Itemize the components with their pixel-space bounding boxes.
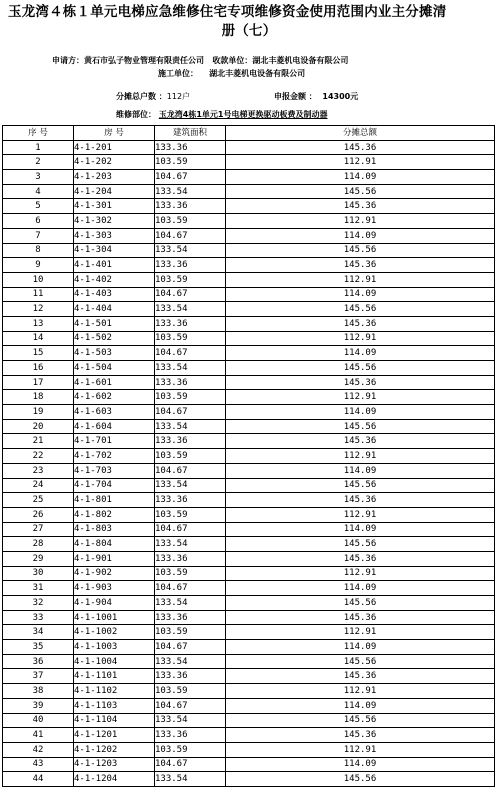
cell-share: 112.91 — [226, 684, 495, 699]
cell-area: 133.54 — [155, 772, 226, 787]
table-row — [3, 243, 495, 258]
cell-seq: 40 — [3, 713, 74, 728]
cell-share: 112.91 — [226, 742, 495, 757]
cell-room: 4-1-901 — [74, 551, 155, 566]
cell-seq: 3 — [3, 170, 74, 185]
table-row — [3, 170, 495, 185]
cell-seq: 22 — [3, 449, 74, 464]
cell-area: 103.59 — [155, 331, 226, 346]
cell-area: 104.67 — [155, 405, 226, 420]
cell-seq: 39 — [3, 698, 74, 713]
cell-seq: 15 — [3, 346, 74, 361]
cell-room: 4-1-804 — [74, 537, 155, 552]
table-row — [3, 434, 495, 449]
cell-area: 104.67 — [155, 463, 226, 478]
cell-share: 145.56 — [226, 361, 495, 376]
cell-share: 114.09 — [226, 640, 495, 655]
cell-area: 133.36 — [155, 728, 226, 743]
header-room: 房 号 — [74, 126, 155, 141]
table-row — [3, 390, 495, 405]
cell-seq: 16 — [3, 361, 74, 376]
cell-seq: 37 — [3, 669, 74, 684]
cell-share: 145.36 — [226, 669, 495, 684]
cell-seq: 33 — [3, 610, 74, 625]
cell-area: 104.67 — [155, 346, 226, 361]
table-row — [3, 625, 495, 640]
repair-line — [116, 109, 328, 120]
cell-share: 114.09 — [226, 522, 495, 537]
cell-room: 4-1-803 — [74, 522, 155, 537]
cell-area: 133.54 — [155, 419, 226, 434]
cell-area: 103.59 — [155, 742, 226, 757]
cell-seq: 30 — [3, 566, 74, 581]
cell-seq: 24 — [3, 478, 74, 493]
table-row — [3, 375, 495, 390]
repair-label: 维修部位： — [116, 110, 156, 119]
cell-area: 133.54 — [155, 654, 226, 669]
cell-room: 4-1-604 — [74, 419, 155, 434]
cell-seq: 28 — [3, 537, 74, 552]
cell-room: 4-1-301 — [74, 199, 155, 214]
cell-share: 114.09 — [226, 346, 495, 361]
cell-share: 145.56 — [226, 302, 495, 317]
cell-seq: 1 — [3, 140, 74, 155]
cell-seq: 21 — [3, 434, 74, 449]
cell-room: 4-1-801 — [74, 493, 155, 508]
cell-share: 145.36 — [226, 551, 495, 566]
cell-seq: 29 — [3, 551, 74, 566]
cell-seq: 41 — [3, 728, 74, 743]
table-row — [3, 199, 495, 214]
cell-area: 133.36 — [155, 140, 226, 155]
cell-room: 4-1-1104 — [74, 713, 155, 728]
cell-seq: 23 — [3, 463, 74, 478]
cell-room: 4-1-1201 — [74, 728, 155, 743]
cell-room: 4-1-603 — [74, 405, 155, 420]
cell-seq: 27 — [3, 522, 74, 537]
cell-area: 133.54 — [155, 243, 226, 258]
table-row — [3, 184, 495, 199]
table-row — [3, 684, 495, 699]
cell-share: 112.91 — [226, 214, 495, 229]
table-row — [3, 316, 495, 331]
repair-value: 玉龙湾4栋1单元1号电梯更换驱动板费及制动器 — [158, 110, 328, 119]
cell-room: 4-1-704 — [74, 478, 155, 493]
table-row — [3, 228, 495, 243]
cell-share: 145.56 — [226, 654, 495, 669]
cell-seq: 43 — [3, 757, 74, 772]
contractor-value: 湖北丰菱机电设备有限公司 — [209, 69, 306, 78]
table-header — [3, 126, 495, 141]
cell-room: 4-1-202 — [74, 155, 155, 170]
cell-area: 104.67 — [155, 170, 226, 185]
table-row — [3, 478, 495, 493]
cell-room: 4-1-502 — [74, 331, 155, 346]
cell-seq: 2 — [3, 155, 74, 170]
cell-share: 145.56 — [226, 243, 495, 258]
cell-room: 4-1-1102 — [74, 684, 155, 699]
cell-room: 4-1-504 — [74, 361, 155, 376]
cell-room: 4-1-401 — [74, 258, 155, 273]
cell-room: 4-1-503 — [74, 346, 155, 361]
cell-area: 133.54 — [155, 713, 226, 728]
cell-room: 4-1-1003 — [74, 640, 155, 655]
cell-seq: 12 — [3, 302, 74, 317]
cell-room: 4-1-701 — [74, 434, 155, 449]
cell-room: 4-1-1103 — [74, 698, 155, 713]
households-value: 112户 — [166, 92, 191, 101]
cell-area: 133.36 — [155, 551, 226, 566]
households-label: 分摊总户数 ： — [116, 92, 167, 101]
cell-share: 145.56 — [226, 772, 495, 787]
cell-seq: 14 — [3, 331, 74, 346]
cell-seq: 38 — [3, 684, 74, 699]
table-row — [3, 742, 495, 757]
amount-line — [274, 91, 358, 102]
cell-share: 145.56 — [226, 478, 495, 493]
cell-room: 4-1-1202 — [74, 742, 155, 757]
cell-area: 133.36 — [155, 434, 226, 449]
cell-area: 103.59 — [155, 449, 226, 464]
header-seq: 序 号 — [3, 126, 74, 141]
cell-room: 4-1-1203 — [74, 757, 155, 772]
cell-seq: 17 — [3, 375, 74, 390]
table-row — [3, 493, 495, 508]
cell-area: 133.54 — [155, 537, 226, 552]
cell-area: 103.59 — [155, 272, 226, 287]
cell-area: 133.54 — [155, 184, 226, 199]
cell-share: 114.09 — [226, 170, 495, 185]
cell-seq: 31 — [3, 581, 74, 596]
table-row — [3, 463, 495, 478]
cell-seq: 9 — [3, 258, 74, 273]
households-line — [116, 91, 190, 102]
table-row — [3, 302, 495, 317]
applicant-label: 申请方： — [52, 56, 84, 65]
applicant-value: 黄石市弘子物业管理有限责任公司 — [84, 56, 204, 65]
cell-seq: 18 — [3, 390, 74, 405]
cell-area: 104.67 — [155, 640, 226, 655]
table-row — [3, 405, 495, 420]
amount-label: 申报金额 ： — [274, 92, 317, 101]
cell-share: 145.36 — [226, 728, 495, 743]
table-row — [3, 596, 495, 611]
cell-area: 133.36 — [155, 258, 226, 273]
cell-share: 145.36 — [226, 258, 495, 273]
cell-share: 145.36 — [226, 434, 495, 449]
title-line-1: 玉龙湾４栋１单元电梯应急维修住宅专项维修资金使用范围内业主分摊清 — [8, 4, 447, 20]
table-row — [3, 772, 495, 787]
table-row — [3, 361, 495, 376]
cell-share: 112.91 — [226, 272, 495, 287]
table-row — [3, 654, 495, 669]
title-line-2: 册（七） — [221, 23, 277, 39]
cell-room: 4-1-904 — [74, 596, 155, 611]
header-share: 分摊总额 — [226, 126, 495, 141]
cell-room: 4-1-802 — [74, 507, 155, 522]
cell-room: 4-1-304 — [74, 243, 155, 258]
payee-label: 收款单位： — [212, 56, 253, 65]
table-row — [3, 507, 495, 522]
cell-share: 145.56 — [226, 184, 495, 199]
table-row — [3, 214, 495, 229]
cell-area: 133.54 — [155, 361, 226, 376]
header-area: 建筑面积 — [155, 126, 226, 141]
cell-room: 4-1-902 — [74, 566, 155, 581]
cell-room: 4-1-1004 — [74, 654, 155, 669]
cell-seq: 10 — [3, 272, 74, 287]
cell-share: 112.91 — [226, 155, 495, 170]
cell-share: 112.91 — [226, 625, 495, 640]
cell-seq: 5 — [3, 199, 74, 214]
cell-share: 114.09 — [226, 581, 495, 596]
cell-share: 145.36 — [226, 610, 495, 625]
cell-seq: 44 — [3, 772, 74, 787]
contractor-label: 施工单位： — [158, 69, 198, 78]
cell-area: 103.59 — [155, 684, 226, 699]
cell-area: 103.59 — [155, 390, 226, 405]
cell-share: 145.36 — [226, 375, 495, 390]
cell-area: 104.67 — [155, 581, 226, 596]
cell-area: 133.54 — [155, 302, 226, 317]
table-row — [3, 155, 495, 170]
table-row — [3, 537, 495, 552]
cell-seq: 34 — [3, 625, 74, 640]
cell-seq: 36 — [3, 654, 74, 669]
table-row — [3, 713, 495, 728]
table-row — [3, 522, 495, 537]
table-row — [3, 331, 495, 346]
table-row — [3, 449, 495, 464]
cell-room: 4-1-204 — [74, 184, 155, 199]
cell-share: 114.09 — [226, 698, 495, 713]
cell-area: 133.36 — [155, 316, 226, 331]
cell-seq: 8 — [3, 243, 74, 258]
cell-seq: 26 — [3, 507, 74, 522]
table-row — [3, 551, 495, 566]
cell-room: 4-1-1101 — [74, 669, 155, 684]
cell-seq: 11 — [3, 287, 74, 302]
cell-area: 133.36 — [155, 610, 226, 625]
amount-value: 14300元 — [322, 92, 359, 101]
cell-area: 104.67 — [155, 757, 226, 772]
cell-seq: 42 — [3, 742, 74, 757]
applicant-line — [52, 55, 348, 66]
cell-area: 103.59 — [155, 155, 226, 170]
table-row — [3, 140, 495, 155]
cell-room: 4-1-1204 — [74, 772, 155, 787]
cell-room: 4-1-302 — [74, 214, 155, 229]
cell-share: 112.91 — [226, 449, 495, 464]
cell-room: 4-1-1001 — [74, 610, 155, 625]
cell-share: 112.91 — [226, 566, 495, 581]
cell-seq: 35 — [3, 640, 74, 655]
cell-share: 145.36 — [226, 140, 495, 155]
cell-room: 4-1-601 — [74, 375, 155, 390]
cell-seq: 6 — [3, 214, 74, 229]
cell-share: 145.36 — [226, 493, 495, 508]
table-row — [3, 757, 495, 772]
cell-share: 145.56 — [226, 537, 495, 552]
cell-area: 104.67 — [155, 287, 226, 302]
cell-seq: 32 — [3, 596, 74, 611]
cell-share: 145.36 — [226, 316, 495, 331]
table-row — [3, 640, 495, 655]
cell-area: 103.59 — [155, 566, 226, 581]
cell-room: 4-1-303 — [74, 228, 155, 243]
cell-share: 112.91 — [226, 331, 495, 346]
table-row — [3, 698, 495, 713]
payee-value: 湖北丰菱机电设备有限公司 — [252, 56, 349, 65]
table-row — [3, 669, 495, 684]
cell-seq: 19 — [3, 405, 74, 420]
cell-room: 4-1-1002 — [74, 625, 155, 640]
cell-share: 114.09 — [226, 757, 495, 772]
cell-seq: 20 — [3, 419, 74, 434]
document-title — [8, 3, 490, 41]
cell-area: 133.36 — [155, 669, 226, 684]
cell-seq: 4 — [3, 184, 74, 199]
cell-area: 104.67 — [155, 228, 226, 243]
cell-share: 145.56 — [226, 419, 495, 434]
cell-area: 133.36 — [155, 375, 226, 390]
table-row — [3, 581, 495, 596]
table-row — [3, 272, 495, 287]
cell-room: 4-1-203 — [74, 170, 155, 185]
cell-share: 114.09 — [226, 287, 495, 302]
table-row — [3, 346, 495, 361]
cell-room: 4-1-702 — [74, 449, 155, 464]
cell-share: 114.09 — [226, 463, 495, 478]
contractor-line — [158, 68, 305, 79]
table-header-row — [3, 126, 495, 141]
cell-room: 4-1-201 — [74, 140, 155, 155]
cell-area: 104.67 — [155, 522, 226, 537]
cell-area: 103.59 — [155, 625, 226, 640]
cell-share: 145.36 — [226, 199, 495, 214]
cell-area: 133.36 — [155, 199, 226, 214]
cell-room: 4-1-903 — [74, 581, 155, 596]
cell-seq: 7 — [3, 228, 74, 243]
table-body — [3, 140, 495, 786]
cell-share: 112.91 — [226, 390, 495, 405]
table-row — [3, 419, 495, 434]
allocation-table — [2, 125, 495, 787]
cell-room: 4-1-402 — [74, 272, 155, 287]
cell-share: 114.09 — [226, 405, 495, 420]
cell-area: 133.54 — [155, 596, 226, 611]
cell-seq: 13 — [3, 316, 74, 331]
cell-share: 145.56 — [226, 713, 495, 728]
cell-share: 114.09 — [226, 228, 495, 243]
table-row — [3, 566, 495, 581]
cell-area: 104.67 — [155, 698, 226, 713]
cell-room: 4-1-602 — [74, 390, 155, 405]
cell-area: 103.59 — [155, 214, 226, 229]
table-row — [3, 287, 495, 302]
table-row — [3, 258, 495, 273]
cell-seq: 25 — [3, 493, 74, 508]
cell-area: 133.54 — [155, 478, 226, 493]
table-row — [3, 610, 495, 625]
cell-area: 103.59 — [155, 507, 226, 522]
cell-share: 145.56 — [226, 596, 495, 611]
cell-room: 4-1-404 — [74, 302, 155, 317]
cell-room: 4-1-703 — [74, 463, 155, 478]
table-row — [3, 728, 495, 743]
cell-area: 133.36 — [155, 493, 226, 508]
cell-share: 112.91 — [226, 507, 495, 522]
cell-room: 4-1-403 — [74, 287, 155, 302]
cell-room: 4-1-501 — [74, 316, 155, 331]
